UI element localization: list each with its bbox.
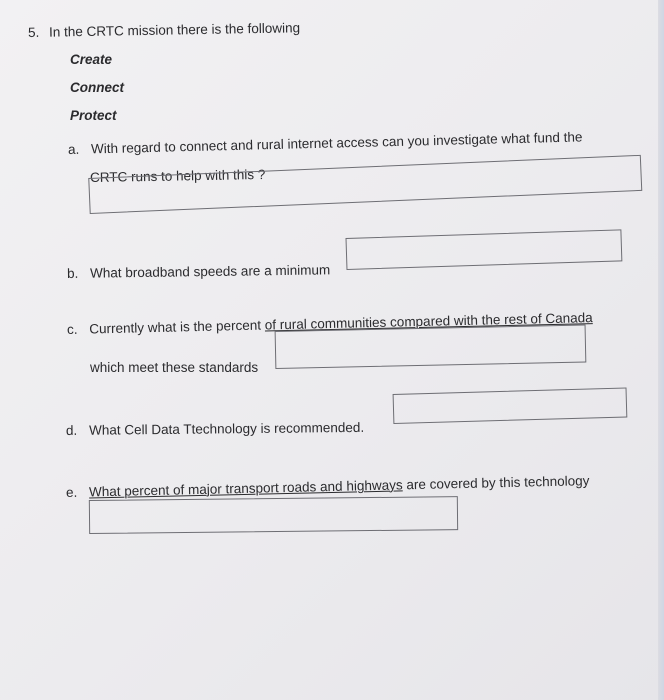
- part-e-text-rest: are covered by this technology: [402, 473, 590, 493]
- page-edge: [658, 0, 664, 700]
- part-b-line: [67, 262, 330, 281]
- question-intro: In the CRTC mission there is the following: [48, 20, 301, 40]
- part-a-text1: With regard to connect and rural internet access can you investigate what fund the: [90, 129, 583, 157]
- part-e-line: [66, 473, 590, 500]
- part-c-text1-underlined: of rural communities compared with the rest of Canada: [264, 310, 593, 333]
- part-d-line: [66, 420, 364, 438]
- question-number: 5.: [27, 24, 40, 40]
- question-header: [28, 20, 300, 40]
- part-d-letter: d.: [65, 422, 78, 438]
- part-b-letter: b.: [66, 265, 79, 281]
- part-e-text-underlined: What percent of major transport roads and highways: [88, 477, 403, 500]
- mission-item-create: Create: [70, 52, 113, 67]
- part-b-text: What broadband speeds are a minimum: [89, 262, 331, 281]
- part-c-letter: c.: [66, 321, 78, 337]
- part-c-text1: Currently what is the percent: [89, 317, 265, 337]
- part-a-text2: CRTC runs to help with this ?: [89, 166, 266, 185]
- part-c-answer-box[interactable]: [275, 324, 587, 369]
- part-d-answer-box[interactable]: [393, 387, 628, 424]
- part-c-text2: which meet these standards: [90, 360, 259, 375]
- part-a-answer-box[interactable]: [88, 155, 642, 214]
- part-e-answer-box[interactable]: [89, 496, 458, 534]
- part-b-answer-box[interactable]: [345, 229, 622, 270]
- mission-item-connect: Connect: [70, 80, 124, 95]
- part-a-line1: [68, 129, 583, 157]
- mission-item-protect: Protect: [70, 108, 117, 123]
- part-a-letter: a.: [67, 141, 80, 157]
- part-e-letter: e.: [65, 484, 78, 500]
- part-d-text: What Cell Data Ttechnology is recommended.: [88, 419, 365, 438]
